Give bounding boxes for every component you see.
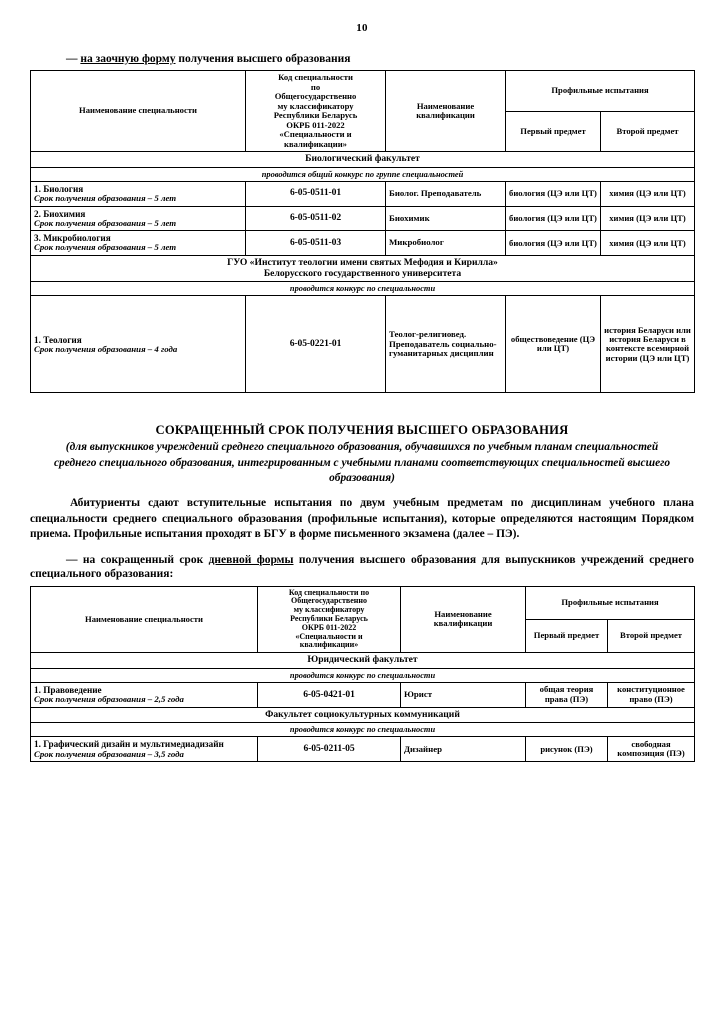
exam-second-cell: химия (ЦЭ или ЦТ) [601,206,695,231]
specialty-name-cell [31,231,246,256]
header-exam-first: Первый предмет [506,111,601,151]
table-header-row-main [31,71,695,111]
note-specialty-competition: проводится конкурс по специальности [31,282,695,296]
faculty-band-row [31,707,695,723]
exam-second-cell: свободная композиция (ПЭ) [608,737,695,762]
faculty-band-row [31,653,695,669]
table-two-wrapper [30,586,694,763]
exam-first-cell: обществоведение (ЦЭ или ЦТ) [506,296,601,393]
specialty-name-cell [31,296,246,393]
specialties-table-distance-learning [30,70,695,393]
section-two-title: СОКРАЩЕННЫЙ СРОК ПОЛУЧЕНИЯ ВЫСШЕГО ОБРАЗОВАНИЯ [155,423,569,438]
specialty-title: 1. Графический дизайн и мультимедиадизайн [34,739,224,750]
header-qualification-name: Наименование квалификации [401,586,526,653]
exam-first-cell: биология (ЦЭ или ЦТ) [506,206,601,231]
exam-first-cell: биология (ЦЭ или ЦТ) [506,231,601,256]
section-two-paragraph [30,496,694,543]
specialty-name-cell [31,737,258,762]
section-one-lead [30,52,694,66]
note-specialty-competition: проводится конкурс по специальности [31,668,695,682]
specialty-name-cell [31,181,246,206]
section-spacer [30,393,694,423]
note-band-row [31,723,695,737]
paragraph-text: Абитуриенты сдают вступительные испытания по двум учебным предметам по дисциплинам учебного плана специальности среднего специального образования (профильные испытания), которые определяются настоящим Порядком приема. Профильные испытания проходят в БГУ в форме письменного экзамена (далее – ПЭ). [30,497,694,541]
exam-second-cell: химия (ЦЭ или ЦТ) [601,231,695,256]
exam-first-cell: рисунок (ПЭ) [526,737,608,762]
header-exam-first: Первый предмет [526,619,608,652]
code-header-line-5: Республики Беларусь [290,613,368,623]
qualification-cell: Дизайнер [401,737,526,762]
lead-rest-text: получения высшего образования [175,53,351,65]
table-one-wrapper [30,70,694,393]
note-band-row [31,167,695,181]
specialty-code-cell: 6-05-0511-01 [246,181,386,206]
code-header-line-4: му классификатору [293,605,365,615]
specialties-table-shortened-term [30,586,695,763]
lead-rest-text: получения высшего образования для выпускников учреждений среднего специального образования: [30,553,694,581]
specialty-title: 2. Биохимия [34,208,86,219]
table-row [31,682,695,707]
header-profile-exams: Профильные испытания [506,71,695,111]
header-specialty-name: Наименование специальности [31,71,246,152]
qualification-cell: Теолог-религиовед. Преподаватель социально-гуманитарных дисциплин [386,296,506,393]
code-header-line-7: «Специальности и [279,129,352,140]
institute-line-2: Белорусского государственного университета [263,267,462,279]
lead-prefix: — [66,53,81,65]
table-row [31,296,695,393]
code-header-line-6: ОКРБ 011-2022 [286,119,345,130]
section-two-subtitle: (для выпускников учреждений среднего специального образования, обучавшихся по учебным планам специальностей среднего специального образования, интегрированным с учебными планами соответствующих специальностей высшего образования) [53,441,671,485]
section-two-lead [30,553,694,582]
specialty-code-cell: 6-05-0221-01 [246,296,386,393]
code-header-line-8: квалификации» [284,138,347,149]
faculty-law-band: Юридический факультет [31,653,695,669]
qualification-cell: Биолог. Преподаватель [386,181,506,206]
faculty-biology-band: Биологический факультет [31,152,695,168]
header-specialty-name: Наименование специальности [31,586,258,653]
table-row [31,231,695,256]
lead-underlined-text: на заочную форму [80,53,176,65]
table-header-row-main [31,586,695,619]
qualification-cell: Микробиолог [386,231,506,256]
specialty-term: Срок получения образования – 3,5 года [34,748,184,759]
specialty-title: 1. Биология [34,183,84,194]
table-two-body [31,653,695,762]
code-header-line-3: Общегосударственно [274,91,357,102]
institute-line-1: ГУО «Институт теологии имени святых Мефодия и Кирилла» [227,257,498,269]
note-band-row [31,668,695,682]
qualification-cell: Биохимик [386,206,506,231]
code-header-line-2: по [360,587,370,597]
table-two-header [31,586,695,653]
specialty-term: Срок получения образования – 5 лет [34,242,177,253]
note-group-competition: проводится общий конкурс по группе специальностей [31,167,695,181]
specialty-code-cell: 6-05-0421-01 [258,682,401,707]
specialty-term: Срок получения образования – 2,5 года [34,694,184,705]
qualification-cell: Юрист [401,682,526,707]
table-one-header [31,71,695,152]
lead-prefix: — на сокращенный срок [66,553,209,566]
header-specialty-code [246,71,386,152]
exam-second-cell: история Беларуси или история Беларуси в контексте всемирной истории (ЦЭ или ЦТ) [601,296,695,393]
code-header-line-8: квалификации» [299,640,359,650]
code-header-line-1: Код специальности [288,587,359,597]
table-row [31,737,695,762]
code-header-line-6: ОКРБ 011-2022 [301,622,357,632]
note-band-row [31,282,695,296]
table-row [31,206,695,231]
faculty-sociocultural-band: Факультет социокультурных коммуникаций [31,707,695,723]
code-header-line-4: му классификатору [277,100,354,111]
specialty-term: Срок получения образования – 5 лет [34,192,177,203]
institute-theology-band [31,256,695,282]
specialty-term: Срок получения образования – 4 года [34,343,178,354]
specialty-title: 1. Правоведение [34,684,102,695]
code-header-line-1: Код специальности [278,72,353,83]
specialty-title: 1. Теология [34,334,82,345]
specialty-code-cell: 6-05-0511-03 [246,231,386,256]
exam-first-cell: общая теория права (ПЭ) [526,682,608,707]
table-row [31,181,695,206]
specialty-name-cell [31,206,246,231]
exam-second-cell: химия (ЦЭ или ЦТ) [601,181,695,206]
exam-second-cell: конституционное право (ПЭ) [608,682,695,707]
institute-band-row [31,256,695,282]
specialty-title: 3. Микробиология [34,233,111,244]
code-header-line-7: «Специальности и [295,631,363,641]
lead-underlined-text: дневной формы [208,553,294,566]
specialty-code-cell: 6-05-0211-05 [258,737,401,762]
code-header-line-5: Республики Беларусь [273,110,358,121]
code-header-line-3: Общегосударственно [291,596,367,606]
header-specialty-code [258,586,401,653]
specialty-code-cell: 6-05-0511-02 [246,206,386,231]
header-exam-second: Второй предмет [601,111,695,151]
header-profile-exams: Профильные испытания [526,586,695,619]
faculty-band-row [31,152,695,168]
exam-first-cell: биология (ЦЭ или ЦТ) [506,181,601,206]
table-one-body [31,152,695,393]
specialty-name-cell [31,682,258,707]
code-header-line-2: по [310,81,321,92]
note-specialty-competition: проводится конкурс по специальности [31,723,695,737]
header-exam-second: Второй предмет [608,619,695,652]
header-qualification-name: Наименование квалификации [386,71,506,152]
specialty-term: Срок получения образования – 5 лет [34,217,177,228]
page-number: 10 [356,22,368,34]
